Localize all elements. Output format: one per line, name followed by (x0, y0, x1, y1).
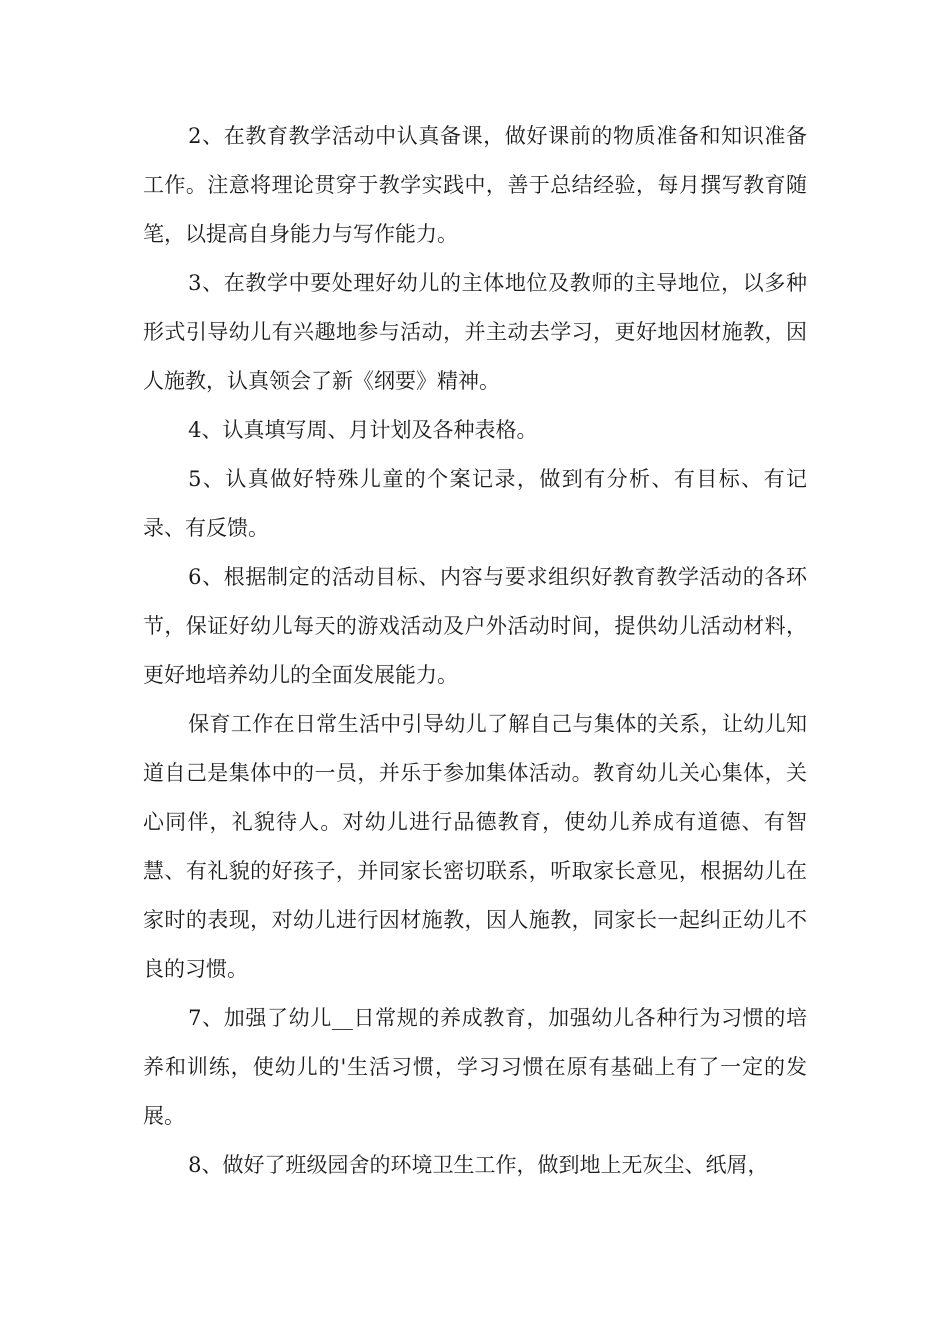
paragraph-childcare: 保育工作在日常生活中引导幼儿了解自己与集体的关系，让幼儿知道自己是集体中的一员，并乐于参加集体活动。教育幼儿关心集体，关心同伴，礼貌待人。对幼儿进行品德教育，使幼儿养成有道德、有智慧、有礼貌的好孩子，并同家长密切联系，听取家长意见，根据幼儿在家时的表现，对幼儿进行因材施教，因人施教，同家长一起纠正幼儿不良的习惯。 (143, 712, 807, 981)
paragraph-item-3: 3、在教学中要处理好幼儿的主体地位及教师的主导地位，以多种形式引导幼儿有兴趣地参与活动，并主动去学习，更好地因材施教，因人施教，认真领会了新《纲要》精神。 (143, 271, 807, 393)
paragraph-item-5: 5、认真做好特殊儿童的个案记录，做到有分析、有目标、有记录、有反馈。 (143, 467, 807, 540)
paragraph-item-4: 4、认真填写周、月计划及各种表格。 (188, 418, 538, 442)
document-body (143, 112, 807, 1190)
paragraph-item-2: 2、在教育教学活动中认真备课，做好课前的物质准备和知识准备工作。注意将理论贯穿于教学实践中，善于总结经验，每月撰写教育随笔，以提高自身能力与写作能力。 (143, 124, 807, 246)
paragraph-item-7: 7、加强了幼儿__日常规的养成教育，加强幼儿各种行为习惯的培养和训练，使幼儿的'生活习惯，学习习惯在原有基础上有了一定的发展。 (143, 1006, 807, 1128)
paragraph-item-8: 8、做好了班级园舍的环境卫生工作，做到地上无灰尘、纸屑， (188, 1153, 769, 1177)
paragraph-item-6: 6、根据制定的活动目标、内容与要求组织好教育教学活动的各环节，保证好幼儿每天的游戏活动及户外活动时间，提供幼儿活动材料，更好地培养幼儿的全面发展能力。 (143, 565, 807, 687)
